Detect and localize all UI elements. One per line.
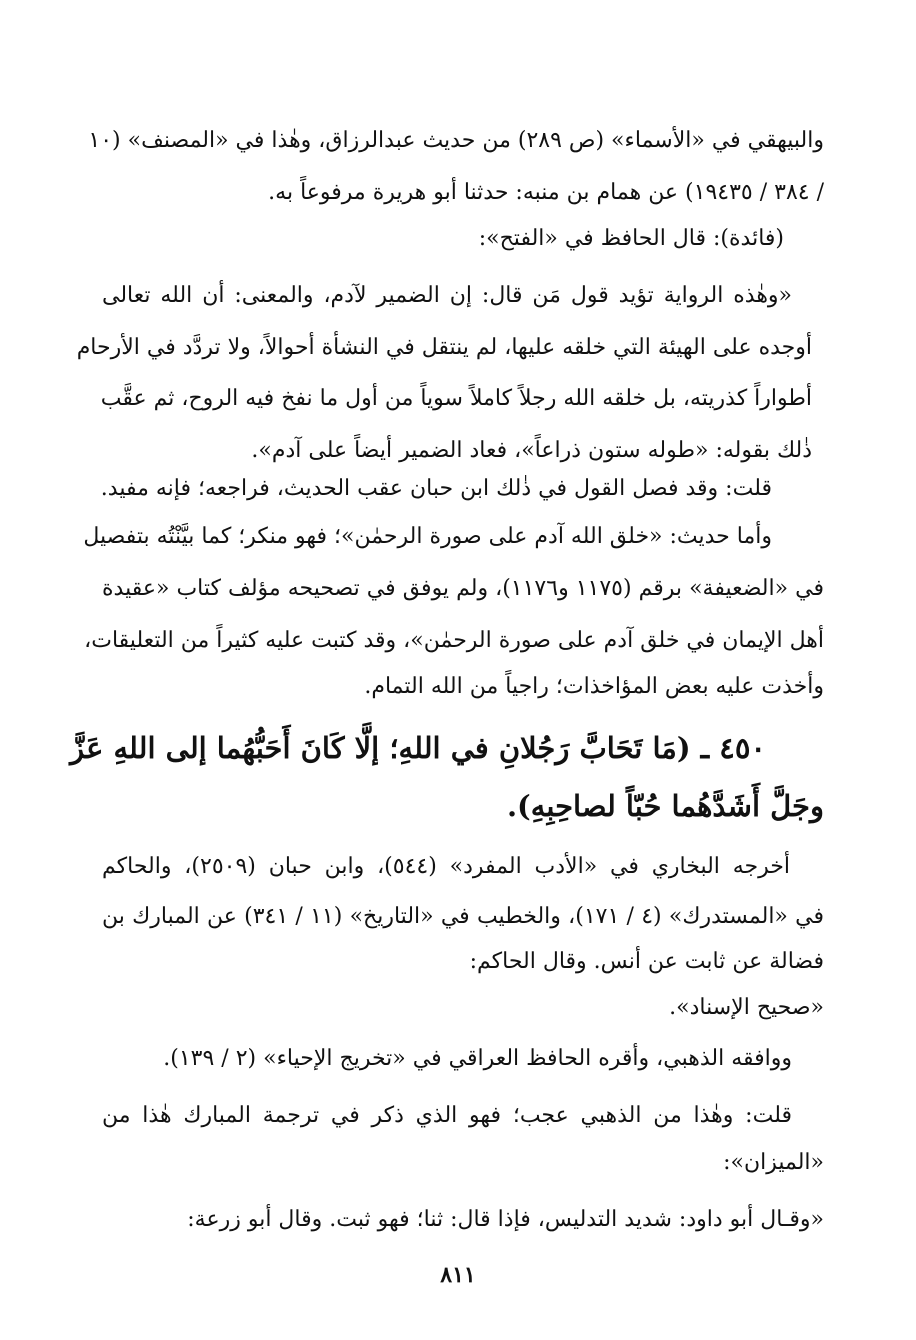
text-line: ذٰلك بقوله: «طوله ستون ذراعاً»، فعاد الضمير أيضاً على آدم». — [251, 438, 812, 463]
text-line: أطواراً كذريته، بل خلقه الله رجلاً كاملاً سوياً من أول ما نفخ فيه الروح، ثم عقَّب — [100, 386, 812, 411]
text-line: وأما حديث: «خلق الله آدم على صورة الرحمٰن»؛ فهو منكر؛ كما بيَّنْتُه بتفصيل — [83, 524, 772, 549]
text-line: والبيهقي في «الأسماء» (ص ٢٨٩) من حديث عبدالرزاق، وهٰذا في «المصنف» (١٠ — [88, 128, 824, 153]
text-line: أخرجه البخاري في «الأدب المفرد» (٥٤٤)، وابن حبان (٢٥٠٩)، والحاكم — [102, 854, 790, 879]
hadith-heading: ٤٥٠ ـ (مَا تَحَابَّ رَجُلانِ في اللهِ؛ إلَّا كَانَ أَحَبُّهُما إلى اللهِ عَزَّ — [70, 731, 766, 765]
text-line: وأخذت عليه بعض المؤاخذات؛ راجياً من الله التمام. — [364, 674, 824, 699]
text-line: «وهٰذه الرواية تؤيد قول مَن قال: إن الضمير لآدم، والمعنى: أن الله تعالى — [102, 283, 792, 308]
text-line: / ٣٨٤ / ١٩٤٣٥) عن همام بن منبه: حدثنا أبو هريرة مرفوعاً به. — [268, 180, 824, 205]
text-line: قلت: وهٰذا من الذهبي عجب؛ فهو الذي ذكر في ترجمة المبارك هٰذا من — [102, 1103, 792, 1128]
text-line: «صحيح الإسناد». — [669, 995, 824, 1020]
text-line: في «الضعيفة» برقم (١١٧٥ و١١٧٦)، ولم يوفق في تصحيحه مؤلف كتاب «عقيدة — [102, 576, 824, 601]
text-line: فضالة عن ثابت عن أنس. وقال الحاكم: — [469, 949, 824, 974]
text-line: أوجده على الهيئة التي خلقه عليها، لم ينتقل في النشأة أحوالاً، ولا تردَّد في الأرحام — [76, 335, 812, 360]
hadith-heading: وجَلَّ أَشَدَّهُما حُبّاً لصاحِبِهِ). — [506, 789, 824, 823]
text-line: «الميزان»: — [723, 1150, 824, 1175]
text-line: في «المستدرك» (٤ / ١٧١)، والخطيب في «التاريخ» (١١ / ٣٤١) عن المبارك بن — [102, 904, 824, 929]
text-line: (فائدة): قال الحافظ في «الفتح»: — [478, 226, 784, 251]
text-line: ووافقه الذهبي، وأقره الحافظ العراقي في «تخريج الإحياء» (٢ / ١٣٩). — [163, 1046, 792, 1071]
text-line: أهل الإيمان في خلق آدم على صورة الرحمٰن»، وقد كتبت عليه كثيراً من التعليقات، — [84, 628, 824, 653]
page-number: ٨١١ — [440, 1262, 476, 1288]
text-line: «وقـال أبو داود: شديد التدليس، فإذا قال: ثنا؛ فهو ثبت. وقال أبو زرعة: — [187, 1207, 824, 1232]
text-line: قلت: وقد فصل القول في ذٰلك ابن حبان عقب الحديث، فراجعه؛ فإنه مفيد. — [100, 476, 772, 501]
